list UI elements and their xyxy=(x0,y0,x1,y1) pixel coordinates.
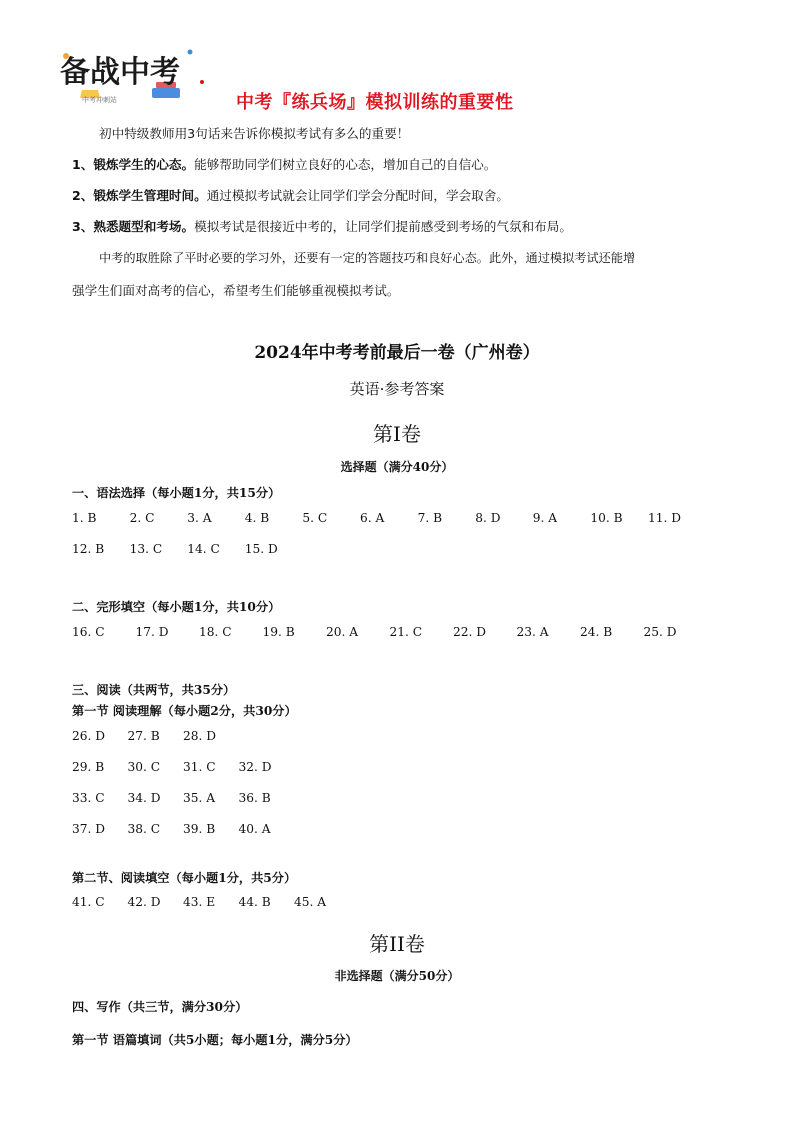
answer-item: 20. A xyxy=(326,625,359,639)
answer-item: 11. D xyxy=(648,511,682,525)
answer-item: 29. B xyxy=(72,760,105,774)
answer-item: 32. D xyxy=(238,760,272,774)
logo-text: 备战中考 xyxy=(60,55,180,90)
reading-sub2-heading: 第二节、阅读填空（每小题1分，共5分） xyxy=(72,871,297,885)
intro-point-1-bold: 1、锻炼学生的心态。 xyxy=(72,157,195,172)
answer-item: 34. D xyxy=(127,791,161,805)
answer-item: 19. B xyxy=(262,625,295,639)
answer-item: 44. B xyxy=(238,895,271,909)
exam-subtitle: 英语·参考答案 xyxy=(349,380,445,398)
intro-point-3-text: 模拟考试是很接近中考的，让同学们提前感受到考场的气氛和布局。 xyxy=(194,219,572,234)
answer-item: 25. D xyxy=(643,625,677,639)
writing-sub1-heading: 第一节 语篇填词（共5小题；每小题1分，满分5分） xyxy=(72,1033,358,1047)
answer-item: 36. B xyxy=(238,791,271,805)
answer-item: 7. B xyxy=(417,511,443,525)
logo-subtext: 中考冲刺站 xyxy=(82,96,117,104)
answer-item: 43. E xyxy=(183,895,216,909)
answer-item: 16. C xyxy=(72,625,105,639)
answer-item: 31. C xyxy=(183,760,216,774)
answer-item: 13. C xyxy=(129,542,163,556)
answer-item: 40. A xyxy=(238,822,271,836)
part1-subtitle: 选择题（满分40分） xyxy=(340,460,454,474)
answer-item: 17. D xyxy=(135,625,169,639)
answer-item: 27. B xyxy=(127,729,160,743)
answer-item: 22. D xyxy=(453,625,487,639)
answer-item: 14. C xyxy=(187,542,220,556)
answer-item: 30. C xyxy=(127,760,161,774)
answer-item: 18. C xyxy=(199,625,232,639)
answer-item: 41. C xyxy=(72,895,105,909)
intro-point-3-bold: 3、熟悉题型和考场。 xyxy=(72,219,195,234)
page-headline: 中考『练兵场』模拟训练的重要性 xyxy=(236,92,514,113)
intro-point-2-bold: 2、锻炼学生管理时间。 xyxy=(72,188,207,203)
intro-point-1 xyxy=(72,155,732,175)
answer-item: 42. D xyxy=(127,895,161,909)
answer-item: 45. A xyxy=(294,895,327,909)
intro-point-2 xyxy=(72,186,732,206)
writing-heading: 四、写作（共三节，满分30分） xyxy=(72,1000,248,1014)
answer-item: 6. A xyxy=(360,511,385,525)
exam-title: 2024年中考考前最后一卷（广州卷） xyxy=(254,343,540,363)
intro-closing-line-2: 强学生们面对高考的信心，希望考生们能够重视模拟考试。 xyxy=(72,283,400,298)
answer-item: 35. A xyxy=(183,791,216,805)
part2-subtitle: 非选择题（满分50分） xyxy=(334,969,460,983)
answer-item: 38. C xyxy=(127,822,161,836)
answer-item: 10. B xyxy=(590,511,623,525)
answer-item: 21. C xyxy=(389,625,423,639)
reading-heading: 三、阅读（共两节，共35分） xyxy=(72,683,236,697)
answer-item: 26. D xyxy=(72,729,106,743)
answer-item: 9. A xyxy=(532,511,558,525)
intro-lead: 初中特级教师用3句话来告诉你模拟考试有多么的重要！ xyxy=(99,126,410,141)
answer-item: 37. D xyxy=(72,822,106,836)
answer-item: 12. B xyxy=(72,542,105,556)
part2-title: 第II卷 xyxy=(369,932,425,956)
intro-point-1-text: 能够帮助同学们树立良好的心态，增加自己的自信心。 xyxy=(194,157,497,172)
intro-point-2-text: 通过模拟考试就会让同学们学会分配时间，学会取舍。 xyxy=(206,188,509,203)
answer-item: 5. C xyxy=(302,511,328,525)
grammar-heading: 一、语法选择（每小题1分，共15分） xyxy=(72,486,281,500)
answer-item: 39. B xyxy=(183,822,216,836)
cloze-heading: 二、完形填空（每小题1分，共10分） xyxy=(72,600,281,614)
answer-item: 15. D xyxy=(244,542,278,556)
part1-title: 第I卷 xyxy=(373,422,421,446)
answer-item: 28. D xyxy=(183,729,217,743)
answer-item: 33. C xyxy=(72,791,105,805)
answer-item: 1. B xyxy=(72,511,97,525)
answer-item: 4. B xyxy=(244,511,270,525)
brand-logo xyxy=(52,42,212,106)
answer-item: 8. D xyxy=(475,511,501,525)
answer-item: 24. B xyxy=(580,625,613,639)
answer-item: 23. A xyxy=(516,625,549,639)
reading-sub1-heading: 第一节 阅读理解（每小题2分，共30分） xyxy=(72,704,297,718)
intro-closing-line-1: 中考的取胜除了平时必要的学习外，还要有一定的答题技巧和良好心态。此外，通过模拟考试还能增 xyxy=(99,251,636,265)
intro-point-3 xyxy=(72,217,732,237)
answer-item: 2. C xyxy=(129,511,155,525)
answer-item: 3. A xyxy=(187,511,212,525)
